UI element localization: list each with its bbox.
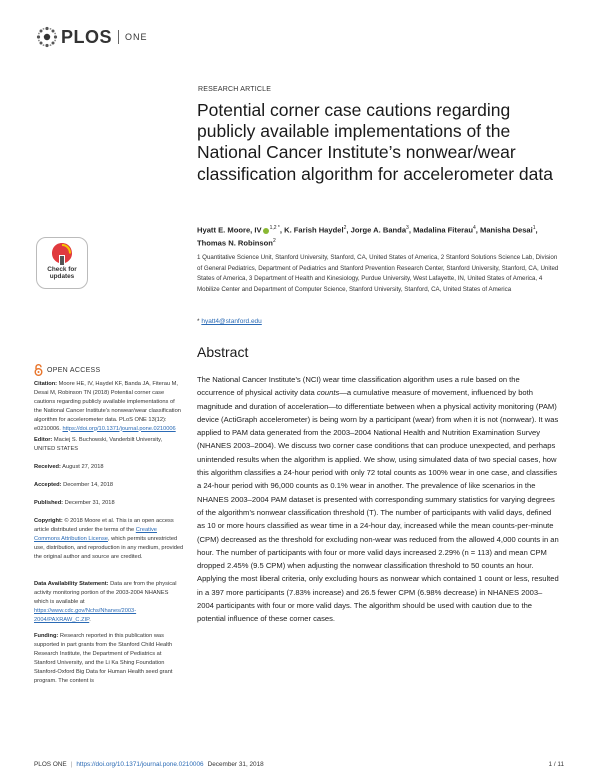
- citation-text: Moore HE, IV, Haydel KF, Banda JA, Fiterau M, Desai M, Robinson TN (2018) Potential corner case cautions regarding publicly available implementations of the National Cancer Institute’s nonwear/wear classification algorithm for accelerometer data. PLoS ONE 13(12): e0210006.: [34, 381, 181, 432]
- footer-date: December 31, 2018: [207, 761, 264, 768]
- data-availability-text: .: [89, 616, 91, 623]
- published-label: Published:: [34, 500, 64, 506]
- author-name[interactable]: Madalina Fiterau: [413, 225, 473, 235]
- abstract-heading: Abstract: [197, 344, 249, 360]
- received-label: Received:: [34, 464, 61, 470]
- footer-doi-link[interactable]: https://doi.org/10.1371/journal.pone.0210006: [76, 761, 204, 768]
- funding-text: Research reported in this publication was supported in part grants from the Stanford Child Health Research Institute, the Department of Pediatrics at Stanford University, and the Li Ka Shing Foundation Stanford-Oxford Big Data for Human Health seed grant program. The content is: [34, 633, 173, 684]
- funding-block: [34, 632, 184, 685]
- accepted-label: Accepted:: [34, 482, 62, 488]
- author-name[interactable]: K. Farish Haydel: [284, 225, 344, 235]
- orcid-icon[interactable]: [263, 228, 269, 234]
- page-footer: [34, 761, 564, 768]
- journal-name: ONE: [125, 32, 148, 42]
- citation-label: Citation:: [34, 381, 58, 387]
- editor-block: [34, 436, 184, 454]
- accepted-block: [34, 481, 184, 490]
- brand-name: PLOS: [61, 26, 113, 47]
- author-list: Hyatt E. Moore, IV $^{1,2 *}$, K. Farish Haydel$^2$, Jorge A. Banda$^3$, Madalina Fiterau$^4$, Manisha Desai$^1$, Thomas N. Robinson$^2$: [197, 225, 538, 248]
- data-link[interactable]: https://www.cdc.gov/Nchs/Nhanes/2003-2004/PAXRAW_C.ZIP: [34, 607, 137, 623]
- author-affiliation-marker: 1,2 *: [269, 225, 280, 231]
- check-for-updates-icon: [51, 242, 73, 266]
- abstract-body: [197, 373, 559, 626]
- footer-journal: PLOS ONE: [34, 761, 67, 768]
- article-type: RESEARCH ARTICLE: [198, 86, 272, 93]
- data-availability-block: [34, 580, 184, 625]
- citation-block: [34, 380, 184, 433]
- accepted-date: December 14, 2018: [63, 482, 114, 488]
- open-lock-icon: [34, 364, 43, 376]
- author-affiliation-marker: 2: [343, 225, 347, 231]
- funding-label: Funding:: [34, 633, 59, 639]
- author-affiliation-marker: 1: [532, 225, 536, 231]
- check-for-updates-button[interactable]: [36, 237, 88, 289]
- license-link[interactable]: Creative Commons Attribution License: [34, 526, 157, 542]
- open-access-badge: [34, 364, 100, 376]
- author-name[interactable]: Thomas N. Robinson: [197, 238, 273, 248]
- check-for-updates-label: updates: [49, 273, 75, 280]
- plos-logo-icon: [36, 26, 58, 48]
- corresponding-email: [197, 318, 262, 325]
- editor-label: Editor:: [34, 437, 53, 443]
- email-link[interactable]: hyatt4@stanford.edu: [201, 318, 262, 325]
- editor-text: Maciej S. Buchowski, Vanderbilt University, UNITED STATES: [34, 437, 163, 452]
- copyright-label: Copyright:: [34, 518, 63, 524]
- copyright-text: , which permits unrestricted use, distribution, and reproduction in any medium, provided the original author and source are credited.: [34, 535, 184, 560]
- check-for-updates-label: Check for: [47, 266, 77, 273]
- article-title: Potential corner case cautions regarding publicly available implementations of the National Cancer Institute’s nonwear/wear classification algorithm for accelerometer data: [197, 100, 553, 184]
- copyright-block: [34, 517, 184, 562]
- abstract-text: —a cumulative measure of movement, influenced by both magnitude and duration of acceleration—to differentiate between when a physical activity monitoring (PAM) device (ActiGraph accelerometer) is being worn by a participant (wear) from when it is not (nonwear). It was applied to PAM data generated from the 2003–2004 National Health and Nutrition Examination Survey (NHANES 2003–2004). We discuss two corner case conditions that can produce unexpected, and perhaps unintended results when the algorithm is applied. We show, using simulated data of two special cases, how this algorithm classifies a 24-hour period with only 72 total counts as 100% wear in one case, and classifies a 24-hour period with 96,000 counts as 0.1% wear in another. The prevalence of like scenarios in the NHANES 2003–2004 PAM dataset is presented with corresponding summary statistics for varying degrees of the algorithm’s nonwear classification threshold (T). The number of participants with valid days, defined as 10 or more hours classified as wear time in a 24-hour day, increased while the mean counts-per-minute (CPM) decreased as the threshold for excluding non-wear was reduced from the allowed 4,000 counts in an hour. The number of participants with four or more valid days increased 2.29% (n = 113) and mean CPM dropped 2.45% (9.5 CPM) when adjusting the nonwear classification threshold to 50 counts an hour. Applying the most liberal criteria, only excluding hours as nonwear which contained 1 count or less, resulted in a 397 more participants (7.83% increase) and 26.5 fewer CPM (6.98% decrease) in NHANES 2003–2004 participants with four or more valid days. The algorithm should be used with caution due to the potential influence of these corner cases.: [197, 388, 559, 624]
- author-affiliation-marker: 2: [272, 237, 276, 244]
- published-block: [34, 499, 184, 508]
- affiliations: 1 Quantitative Science Unit, Stanford University, Stanford, CA, United States of America, 2 Stanford Solutions Science Lab, Division of General Pediatrics, Department of Pediatrics and Stanford Prevention Research Center, Stanford University, Stanford, CA, United States of America, 3 Department of Health and Kinesiology, Purdue University, West Lafayette, IN, United States of America, 4 Mobilize Center and Department of Computer Science, Stanford University, Stanford, CA, United States of America: [197, 254, 559, 293]
- open-access-label: OPEN ACCESS: [47, 366, 101, 374]
- data-availability-label: Data Availability Statement:: [34, 581, 109, 587]
- citation-doi-link[interactable]: https://doi.org/10.1371/journal.pone.0210006: [62, 425, 176, 432]
- author-affiliation-marker: 4: [472, 225, 476, 231]
- author-name[interactable]: Hyatt E. Moore, IV: [197, 225, 262, 235]
- received-block: [34, 463, 184, 472]
- abstract-italic-term: counts: [316, 388, 340, 398]
- received-date: August 27, 2018: [62, 464, 104, 470]
- published-date: December 31, 2018: [64, 500, 115, 506]
- data-availability-text: Data are from the physical activity monitoring portion of the 2003-2004 NHANES which is available at: [34, 581, 177, 605]
- corresponding-marker: *: [197, 318, 200, 325]
- copyright-text: © 2018 Moore et al. This is an open access article distributed under the terms of the: [34, 518, 174, 533]
- page-number: 1 / 11: [548, 761, 564, 768]
- author-name[interactable]: Jorge A. Banda: [350, 225, 407, 235]
- footer-divider: |: [70, 761, 73, 768]
- author-affiliation-marker: 3: [406, 225, 409, 231]
- author-name[interactable]: Manisha Desai: [480, 225, 533, 235]
- logo-divider: [118, 30, 119, 44]
- plos-logo[interactable]: [36, 26, 148, 48]
- abstract-text: The National Cancer Institute’s (NCI) wear time classification algorithm uses a rule based on the occurrence of physical activity data: [197, 375, 520, 398]
